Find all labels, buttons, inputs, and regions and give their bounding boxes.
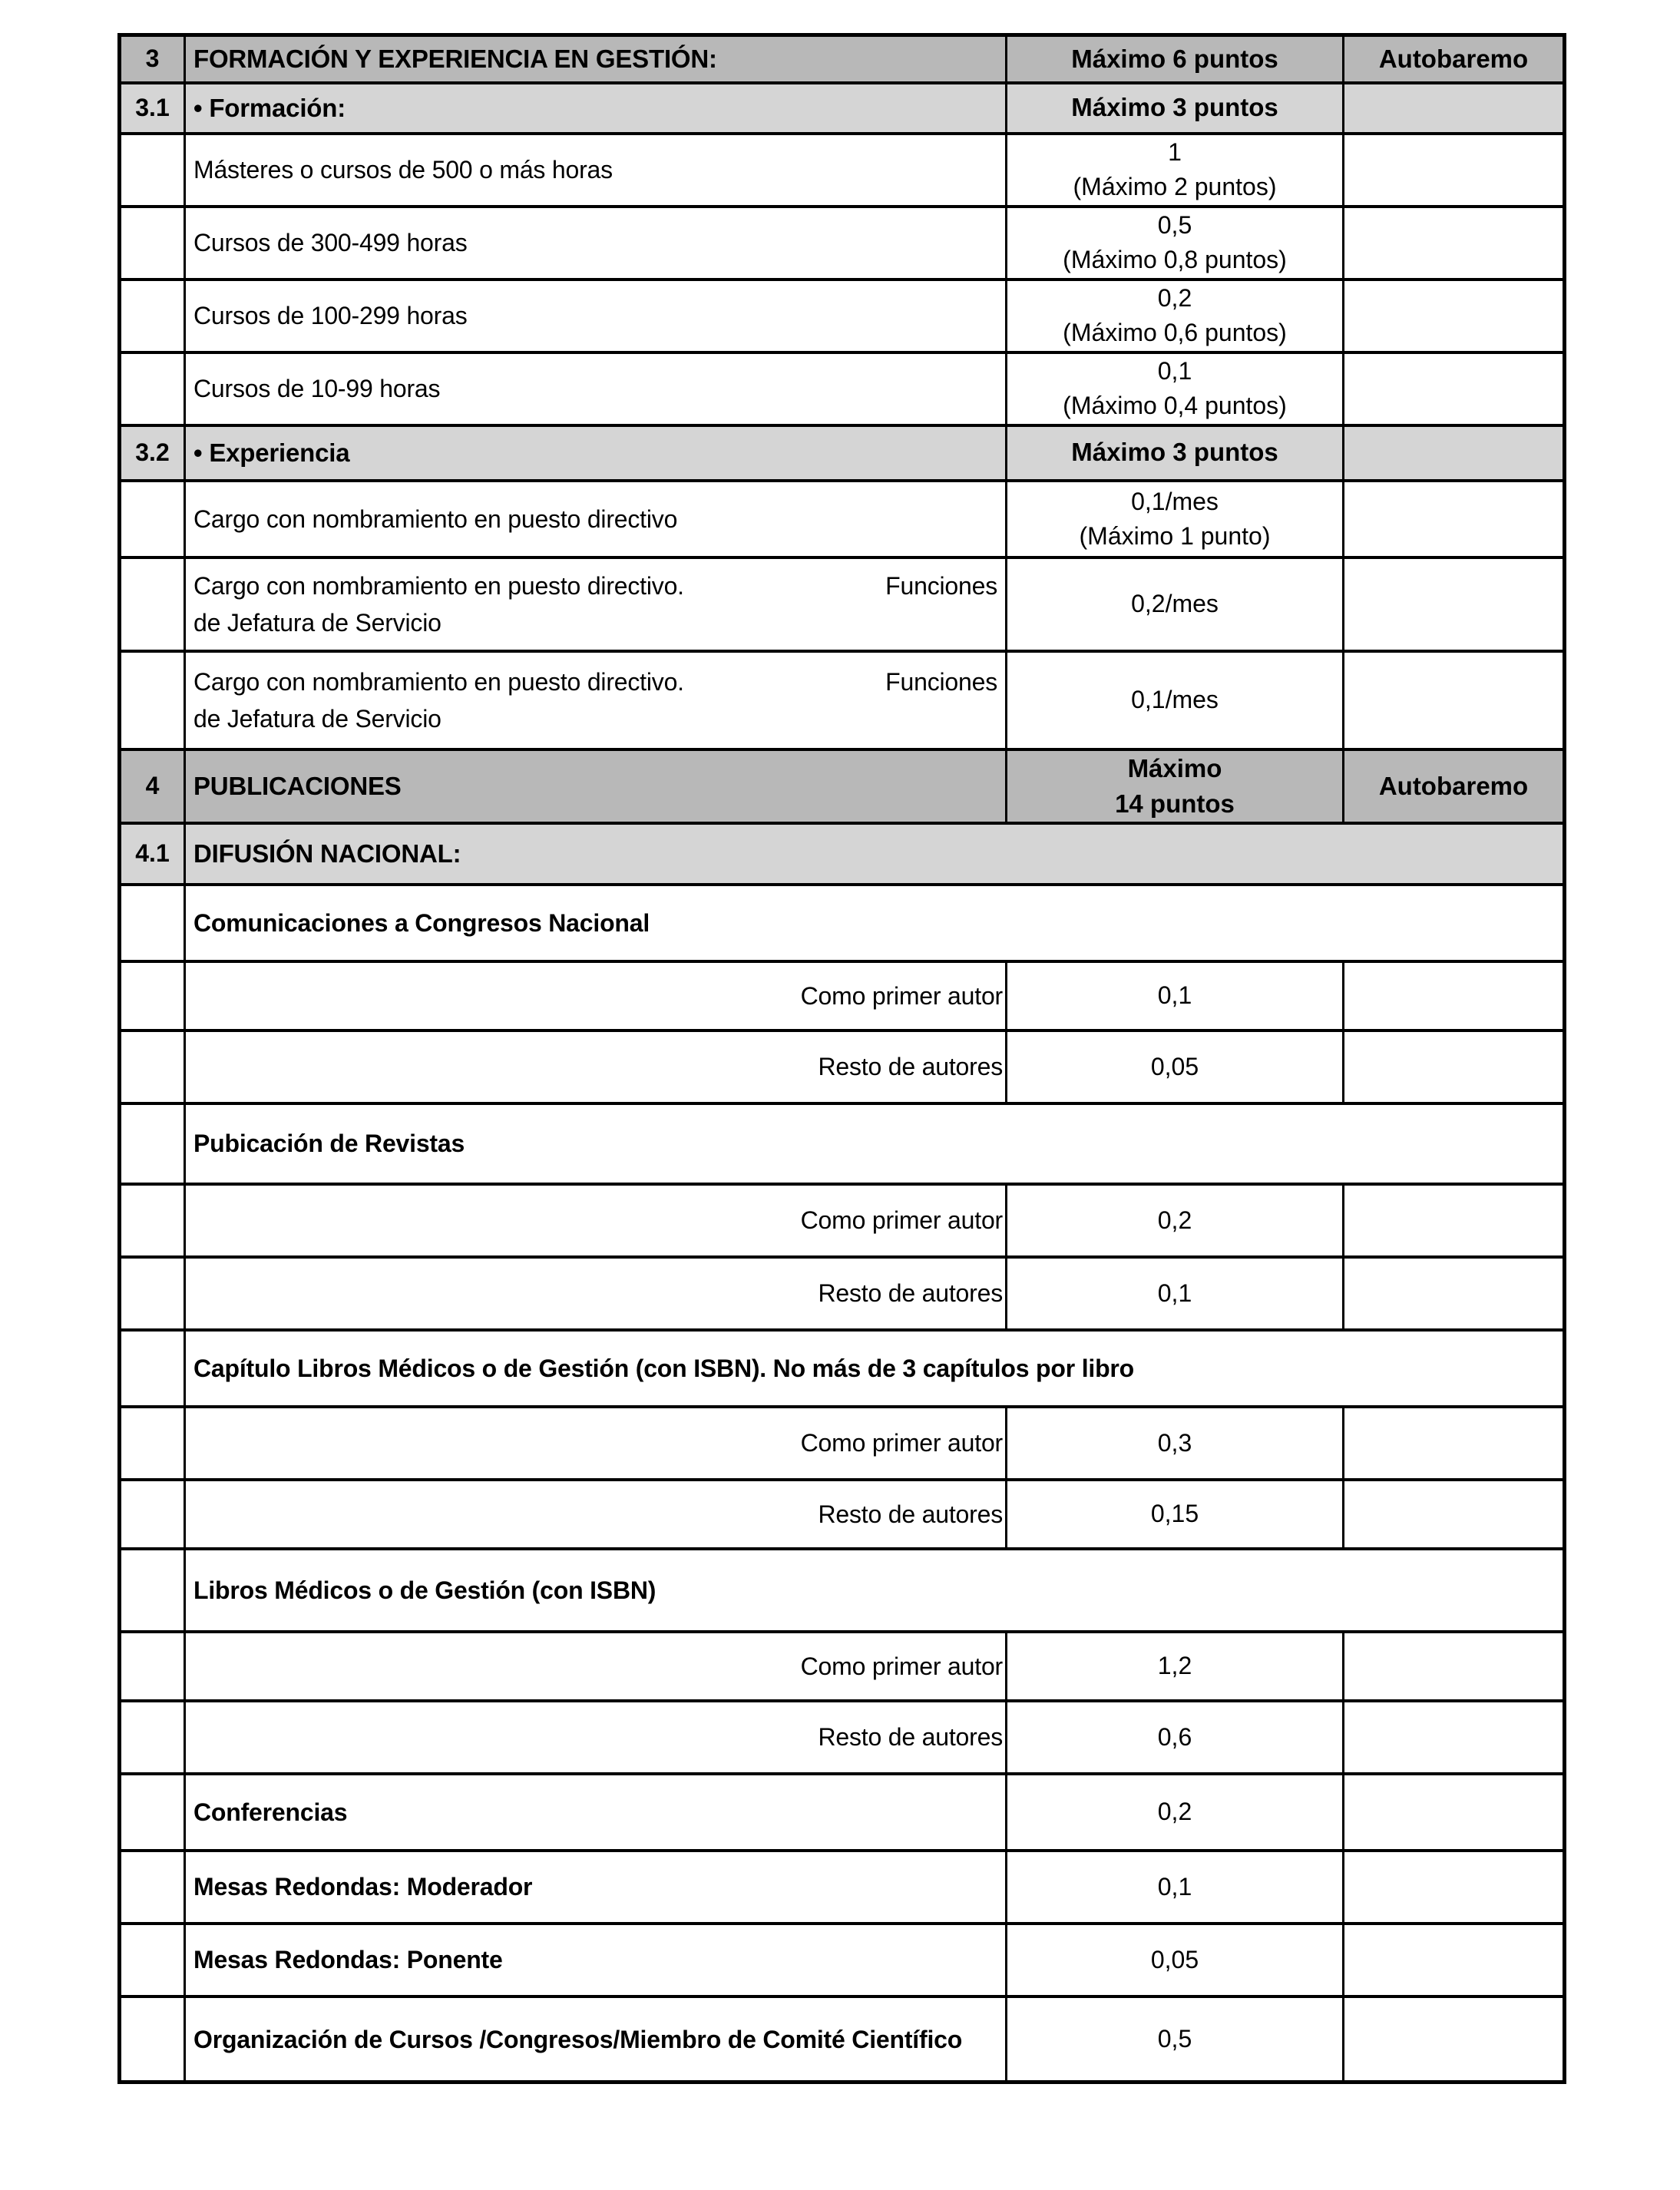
description-line-justified (193, 663, 997, 700)
item-description-cell (185, 651, 1007, 749)
table-row (120, 823, 1565, 885)
description-line2: de Jefatura de Servicio (193, 704, 441, 733)
table-row (120, 207, 1565, 280)
row-number-cell (120, 1480, 185, 1549)
table-row (120, 1030, 1565, 1103)
description-text: Cargo con nombramiento en puesto directivo. (193, 571, 684, 600)
row-number-cell (120, 134, 185, 207)
row-number-cell (120, 1330, 185, 1407)
points-cell (1007, 1184, 1344, 1257)
points-value-line: 0,3 (1157, 1428, 1192, 1457)
item-description-cell: Libros Médicos o de Gestión (con ISBN) (185, 1549, 1565, 1632)
item-description-cell: Mesas Redondas: Ponente (185, 1924, 1007, 1996)
table-row (120, 1774, 1565, 1851)
points-cell (1007, 557, 1344, 651)
row-number-cell: 4.1 (120, 823, 185, 885)
item-description-cell: Cargo con nombramiento en puesto directivo (185, 481, 1007, 557)
row-number-cell (120, 481, 185, 557)
item-description-cell: Resto de autores (185, 1701, 1007, 1774)
item-description-cell: Como primer autor (185, 1184, 1007, 1257)
row-number-cell (120, 1851, 185, 1924)
row-number-cell (120, 1257, 185, 1330)
points-value-line: (Máximo 2 puntos) (1073, 173, 1277, 200)
item-description-cell: Comunicaciones a Congresos Nacional (185, 885, 1565, 961)
table-row (120, 885, 1565, 961)
points-value-line: 0,05 (1150, 1052, 1199, 1080)
autobaremo-cell (1344, 83, 1565, 134)
autobaremo-cell (1344, 280, 1565, 352)
item-description-cell: • Formación: (185, 83, 1007, 134)
row-number-cell (120, 1184, 185, 1257)
item-description-cell: Como primer autor (185, 1407, 1007, 1480)
autobaremo-cell (1344, 1184, 1565, 1257)
row-number-cell (120, 885, 185, 961)
table-row (120, 83, 1565, 134)
points-cell (1007, 352, 1344, 425)
points-value-line: 1 (1168, 138, 1182, 167)
points-cell (1007, 1480, 1344, 1549)
autobaremo-cell (1344, 1774, 1565, 1851)
table-row (120, 557, 1565, 651)
points-cell (1007, 1924, 1344, 1996)
row-number-cell (120, 1030, 185, 1103)
table-row (120, 749, 1565, 823)
table-row (120, 1330, 1565, 1407)
autobaremo-cell (1344, 1030, 1565, 1103)
description-text-right: Funciones (885, 667, 997, 696)
points-value-line: 0,15 (1150, 1500, 1199, 1528)
points-cell (1007, 651, 1344, 749)
table-row (120, 1549, 1565, 1632)
points-value-line: 0,2/mes (1131, 590, 1219, 618)
item-description-cell: DIFUSIÓN NACIONAL: (185, 823, 1565, 885)
item-description-cell: FORMACIÓN Y EXPERIENCIA EN GESTIÓN: (185, 35, 1007, 83)
points-cell (1007, 35, 1344, 83)
points-value-line: 0,1 (1157, 1279, 1192, 1307)
points-cell (1007, 1701, 1344, 1774)
points-cell (1007, 1257, 1344, 1330)
item-description-cell: PUBLICACIONES (185, 749, 1007, 823)
points-cell (1007, 1996, 1344, 2082)
row-number-cell (120, 1549, 185, 1632)
table-row (120, 1924, 1565, 1996)
item-description-cell: Másteres o cursos de 500 o más horas (185, 134, 1007, 207)
row-number-cell (120, 1774, 185, 1851)
points-value-line: 0,2 (1157, 1206, 1192, 1234)
points-value-line: Máximo 6 puntos (1071, 44, 1278, 73)
table-row (120, 1480, 1565, 1549)
item-description-cell: Pubicación de Revistas (185, 1103, 1565, 1184)
points-value-line: 0,1/mes (1131, 686, 1219, 714)
item-description-cell: Conferencias (185, 1774, 1007, 1851)
table-row (120, 1407, 1565, 1480)
points-value-line: 0,1 (1157, 981, 1192, 1010)
points-value-line: 14 puntos (1115, 789, 1235, 818)
row-number-cell: 4 (120, 749, 185, 823)
autobaremo-cell (1344, 1257, 1565, 1330)
points-value-line: 0,1 (1157, 357, 1192, 385)
points-cell (1007, 207, 1344, 280)
row-number-cell (120, 280, 185, 352)
table-row (120, 425, 1565, 481)
points-cell (1007, 83, 1344, 134)
row-number-cell: 3.2 (120, 425, 185, 481)
points-value-line: 0,05 (1150, 1945, 1199, 1973)
points-cell (1007, 1030, 1344, 1103)
item-description-cell: Cursos de 10-99 horas (185, 352, 1007, 425)
autobaremo-cell (1344, 557, 1565, 651)
item-description-cell (185, 557, 1007, 651)
row-number-cell (120, 1701, 185, 1774)
autobaremo-cell (1344, 1924, 1565, 1996)
table-row (120, 35, 1565, 83)
points-value-line: 0,1 (1157, 1872, 1192, 1901)
table-row (120, 352, 1565, 425)
row-number-cell (120, 651, 185, 749)
row-number-cell (120, 352, 185, 425)
table-row (120, 134, 1565, 207)
points-cell (1007, 425, 1344, 481)
item-description-cell: Como primer autor (185, 1632, 1007, 1701)
row-number-cell (120, 207, 185, 280)
table-row (120, 280, 1565, 352)
table-row (120, 481, 1565, 557)
points-cell (1007, 280, 1344, 352)
table-row (120, 1632, 1565, 1701)
points-value-line: Máximo 3 puntos (1071, 438, 1278, 467)
points-cell (1007, 1851, 1344, 1924)
points-cell (1007, 134, 1344, 207)
item-description-cell: Organización de Cursos /Congresos/Miembro de Comité Científico (185, 1996, 1007, 2082)
autobaremo-cell (1344, 1851, 1565, 1924)
row-number-cell (120, 1103, 185, 1184)
table-row (120, 1851, 1565, 1924)
row-number-cell (120, 961, 185, 1030)
autobaremo-cell: Autobaremo (1344, 749, 1565, 823)
baremo-table (117, 33, 1566, 2084)
table-row (120, 1996, 1565, 2082)
points-value-line: 0,5 (1157, 2025, 1192, 2053)
points-cell (1007, 961, 1344, 1030)
points-cell (1007, 481, 1344, 557)
item-description-cell: Cursos de 300-499 horas (185, 207, 1007, 280)
table-row (120, 1184, 1565, 1257)
item-description-cell: Como primer autor (185, 961, 1007, 1030)
points-value-line: (Máximo 0,8 puntos) (1063, 246, 1287, 273)
autobaremo-cell (1344, 651, 1565, 749)
points-value-line: (Máximo 0,6 puntos) (1063, 319, 1287, 346)
row-number-cell (120, 557, 185, 651)
points-value-line: Máximo (1127, 753, 1222, 782)
points-value-line: 0,2 (1157, 284, 1192, 313)
row-number-cell: 3.1 (120, 83, 185, 134)
description-line-justified (193, 567, 997, 604)
autobaremo-cell (1344, 134, 1565, 207)
table-row (120, 651, 1565, 749)
table-row (120, 1257, 1565, 1330)
item-description-cell: Resto de autores (185, 1480, 1007, 1549)
autobaremo-cell (1344, 425, 1565, 481)
autobaremo-cell (1344, 1632, 1565, 1701)
points-value-line: (Máximo 0,4 puntos) (1063, 392, 1287, 419)
item-description-cell: Capítulo Libros Médicos o de Gestión (con ISBN). No más de 3 capítulos por libro (185, 1330, 1565, 1407)
table-row (120, 1701, 1565, 1774)
points-value-line: (Máximo 1 punto) (1079, 521, 1271, 550)
description-line2: de Jefatura de Servicio (193, 608, 441, 637)
row-number-cell (120, 1407, 185, 1480)
description-text-right: Funciones (885, 571, 997, 600)
points-value-line: 0,6 (1157, 1722, 1192, 1751)
description-text: Cargo con nombramiento en puesto directivo. (193, 667, 684, 696)
item-description-cell: • Experiencia (185, 425, 1007, 481)
row-number-cell (120, 1924, 185, 1996)
row-number-cell (120, 1996, 185, 2082)
autobaremo-cell (1344, 207, 1565, 280)
points-cell (1007, 1632, 1344, 1701)
autobaremo-cell (1344, 352, 1565, 425)
points-value-line: 1,2 (1157, 1652, 1192, 1680)
points-cell (1007, 1407, 1344, 1480)
item-description-cell: Cursos de 100-299 horas (185, 280, 1007, 352)
item-description-cell: Resto de autores (185, 1030, 1007, 1103)
table-row (120, 961, 1565, 1030)
autobaremo-cell: Autobaremo (1344, 35, 1565, 83)
points-value-line: 0,2 (1157, 1798, 1192, 1826)
autobaremo-cell (1344, 1480, 1565, 1549)
item-description-cell: Mesas Redondas: Moderador (185, 1851, 1007, 1924)
autobaremo-cell (1344, 481, 1565, 557)
row-number-cell (120, 1632, 185, 1701)
points-cell (1007, 749, 1344, 823)
points-value-line: 0,5 (1157, 211, 1192, 240)
autobaremo-cell (1344, 1407, 1565, 1480)
autobaremo-cell (1344, 1701, 1565, 1774)
table-row (120, 1103, 1565, 1184)
points-cell (1007, 1774, 1344, 1851)
item-description-cell: Resto de autores (185, 1257, 1007, 1330)
autobaremo-cell (1344, 1996, 1565, 2082)
autobaremo-cell (1344, 961, 1565, 1030)
points-value-line: Máximo 3 puntos (1071, 93, 1278, 122)
points-value-line: 0,1/mes (1131, 487, 1219, 515)
row-number-cell: 3 (120, 35, 185, 83)
